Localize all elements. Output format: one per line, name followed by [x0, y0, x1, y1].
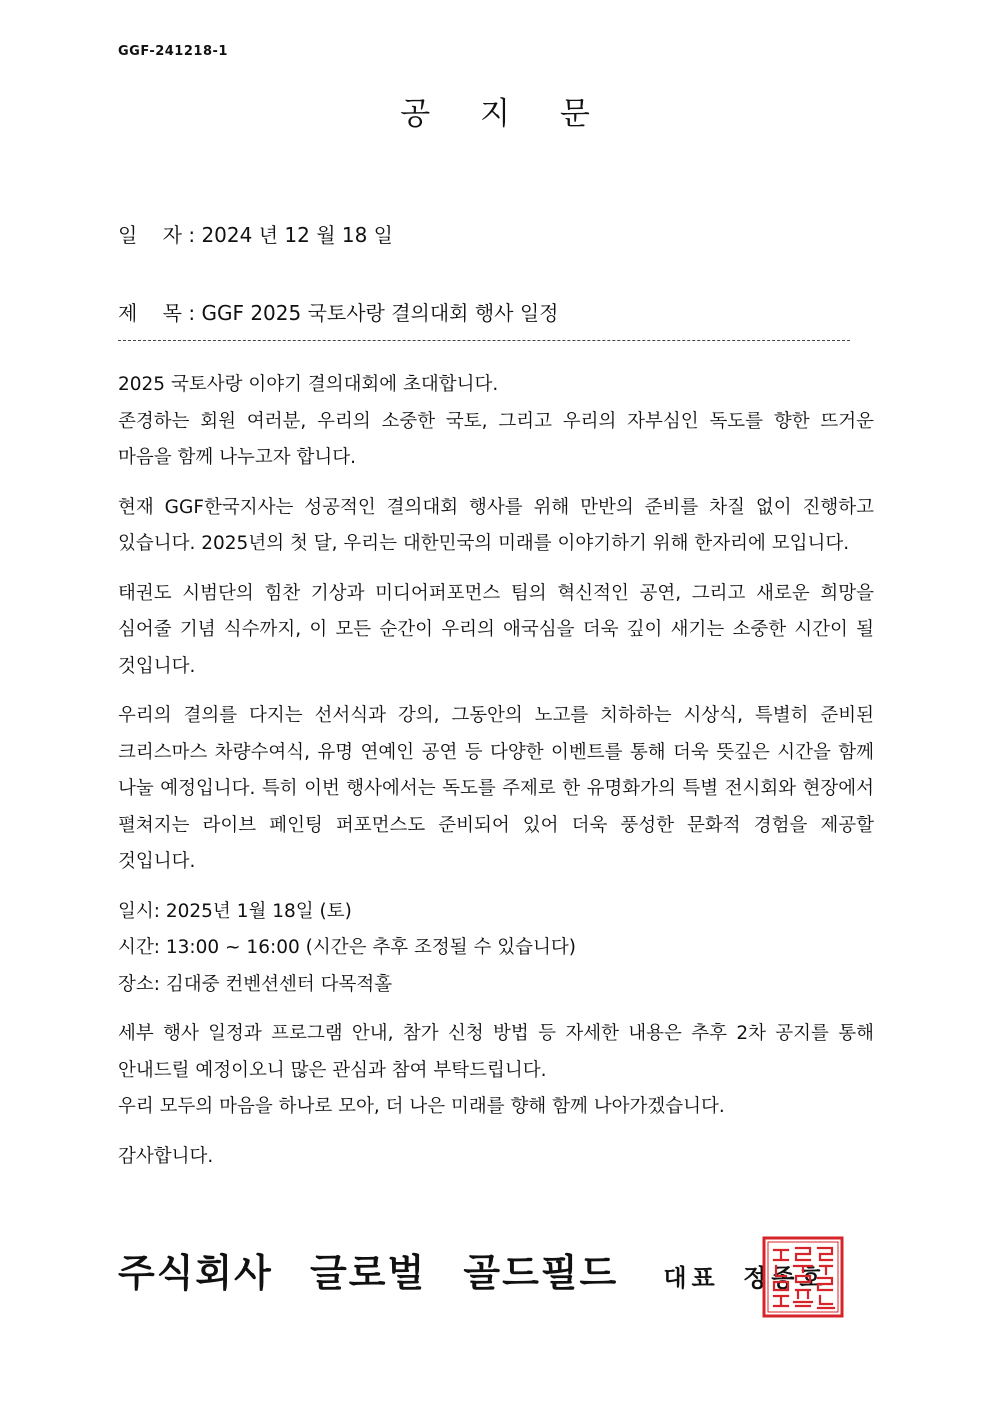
date-line [118, 219, 393, 248]
body-paragraph-invitation: 2025 국토사랑 이야기 결의대회에 초대합니다. [118, 374, 499, 395]
event-venue: 장소: 김대중 컨벤션센터 다목적홀 [118, 973, 393, 995]
subject-label: 제 목 [118, 301, 182, 325]
body-paragraph-preparation: 현재 GGF한국지사는 성공적인 결의대회 행사를 위해 만반의 준비를 차질 없이 진행하고 있습니다. 2025년의 첫 달, 우리는 대한민국의 미래를 이야기하기 위해 한자리에 모입니다. [118, 496, 874, 554]
body-paragraph-details: 세부 행사 일정과 프로그램 안내, 참가 신청 방법 등 자세한 내용은 추후 2차 공지를 통해 안내드릴 예정이오니 많은 관심과 참여 부탁드립니다. [118, 1023, 874, 1081]
company-seal-icon [762, 1236, 844, 1318]
ceo-name: 대표 정종호 [663, 1263, 828, 1292]
body-text [118, 367, 874, 1175]
body-paragraph-closing: 우리 모두의 마음을 하나로 모아, 더 나은 미래를 향해 함께 나아가겠습니다. [118, 1096, 725, 1117]
document-id: GGF-241218-1 [118, 44, 228, 59]
subject-line [118, 297, 558, 326]
event-time: 시간: 13:00 ~ 16:00 (시간은 추후 조정될 수 있습니다) [118, 937, 576, 958]
divider [118, 340, 850, 341]
event-date: 일시: 2025년 1월 18일 (토) [118, 900, 352, 922]
subject-value: : GGF 2025 국토사랑 결의대회 행사 일정 [188, 301, 559, 325]
company-name: 주식회사 글로벌 골드필드 [118, 1250, 619, 1295]
body-paragraph-events: 우리의 결의를 다지는 선서식과 강의, 그동안의 노고를 치하하는 시상식, 특별히 준비된 크리스마스 차량수여식, 유명 연예인 공연 등 다양한 이벤트를 통해 더욱 뜻깊은 시간을 함께 나눌 예정입니다. 특히 이번 행사에서는 독도를 주제로 한 유명화가의 특별 전시회와 현장에서 펼쳐지는 라이브 페인팅 퍼포먼스도 준비되어 있어 더욱 풍성한 문화적 경험을 제공할 것입니다. [118, 705, 874, 872]
document-title: 공 지 문 [400, 96, 592, 132]
date-label: 일 자 [118, 223, 182, 247]
date-value: : 2024 년 12 월 18 일 [188, 223, 393, 247]
body-paragraph-greeting: 존경하는 회원 여러분, 우리의 소중한 국토, 그리고 우리의 자부심인 독도를 향한 뜨거운 마음을 함께 나누고자 합니다. [118, 410, 874, 468]
body-paragraph-performances: 태권도 시범단의 힘찬 기상과 미디어퍼포먼스 팀의 혁신적인 공연, 그리고 새로운 희망을 심어줄 기념 식수까지, 이 모든 순간이 우리의 애국심을 더욱 깊이 새기는 소중한 시간이 될 것입니다. [118, 582, 874, 677]
body-thanks: 감사합니다. [118, 1145, 214, 1167]
signature-block [118, 1242, 828, 1297]
